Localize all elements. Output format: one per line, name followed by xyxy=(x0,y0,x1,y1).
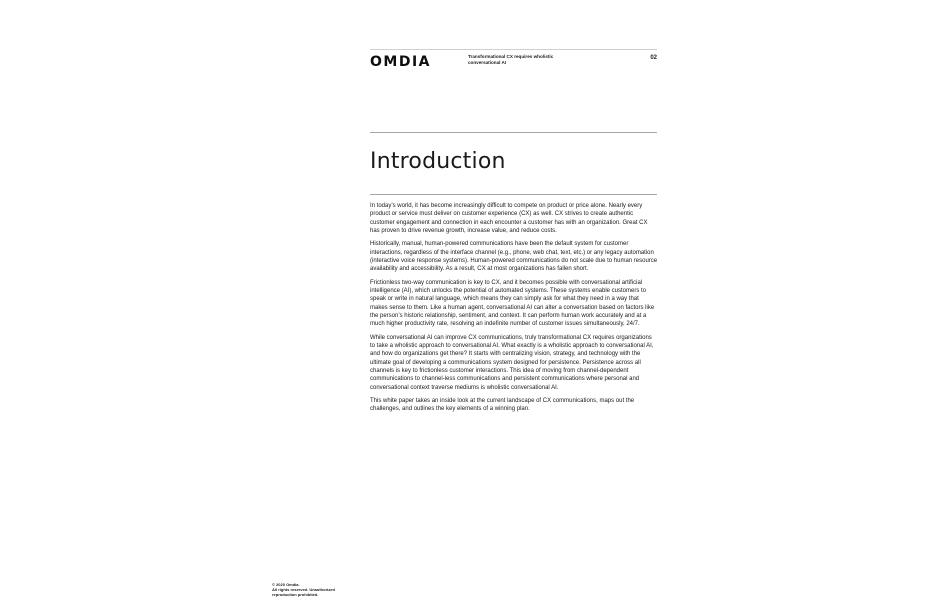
page-title: Introduction xyxy=(370,149,506,174)
rights-line: All rights reserved. Unauthorized reproduction prohibited. xyxy=(272,587,335,597)
paragraph-2: Historically, manual, human-powered communications have been the default system for customer interactions, regardless of the interface channel (e.g., phone, web chat, text, etc.) or any legacy automation (interactive voice response systems). Human-powered communications do not scale due to human resource availability and accessibility. As a result, CX at most organizations has fallen short. xyxy=(370,241,658,273)
section-rule-top xyxy=(370,132,657,133)
copyright-footer xyxy=(272,582,342,597)
header-top-rule xyxy=(370,49,657,50)
paragraph-1: In today’s world, it has become increasingly difficult to compete on product or price alone. Nearly every product or service must deliver on customer experience (CX) as well. CX strives to create authentic customer engagement and connection in each encounter a customer has with an organization. Great CX has proven to drive revenue growth, increase value, and reduce costs. xyxy=(370,203,648,234)
section-rule-bottom xyxy=(370,194,657,195)
paragraph-3: Frictionless two-way communication is key to CX, and it becomes possible with conversational artificial intelligence (AI), which unlocks the potential of automated systems. These systems enable customers to speak or write in natural language, which means they can simply ask for what they need in a way that makes sense to them. Like a human agent, conversational AI can alter a conversation based on factors like the person’s historic relationship, sentiment, and context. It can perform human work accurately and at a much higher productivity rate, resolving an indefinite number of customer issues simultaneously, 24/7. xyxy=(370,279,655,328)
page-number: 02 xyxy=(650,55,657,61)
running-header-title: Transformational CX requires wholistic conversational AI xyxy=(468,54,554,65)
paragraph-4: While conversational AI can improve CX communications, truly transformational CX requires organizations to take a wholistic approach to conversational AI. What exactly is a wholistic approach to conversational AI, and how do organizations get there? It starts with centralizing vision, strategy, and technology with the ultimate goal of developing a communications system designed for persistence. Persistence across all channels is key to frictionless customer interactions. This idea of moving from channel-dependent communications to channel-less communications and persistent communications where personal and conversational context traverse mediums is wholistic conversational AI. xyxy=(370,334,654,391)
body-text xyxy=(370,202,658,419)
copyright-line: © 2020 Omdia. xyxy=(272,582,300,587)
omdia-logo: OMDIA xyxy=(370,54,431,70)
paragraph-5: This white paper takes an inside look at the current landscape of CX communications, maps out the challenges, and outlines the key elements of a winning plan. xyxy=(370,397,635,413)
